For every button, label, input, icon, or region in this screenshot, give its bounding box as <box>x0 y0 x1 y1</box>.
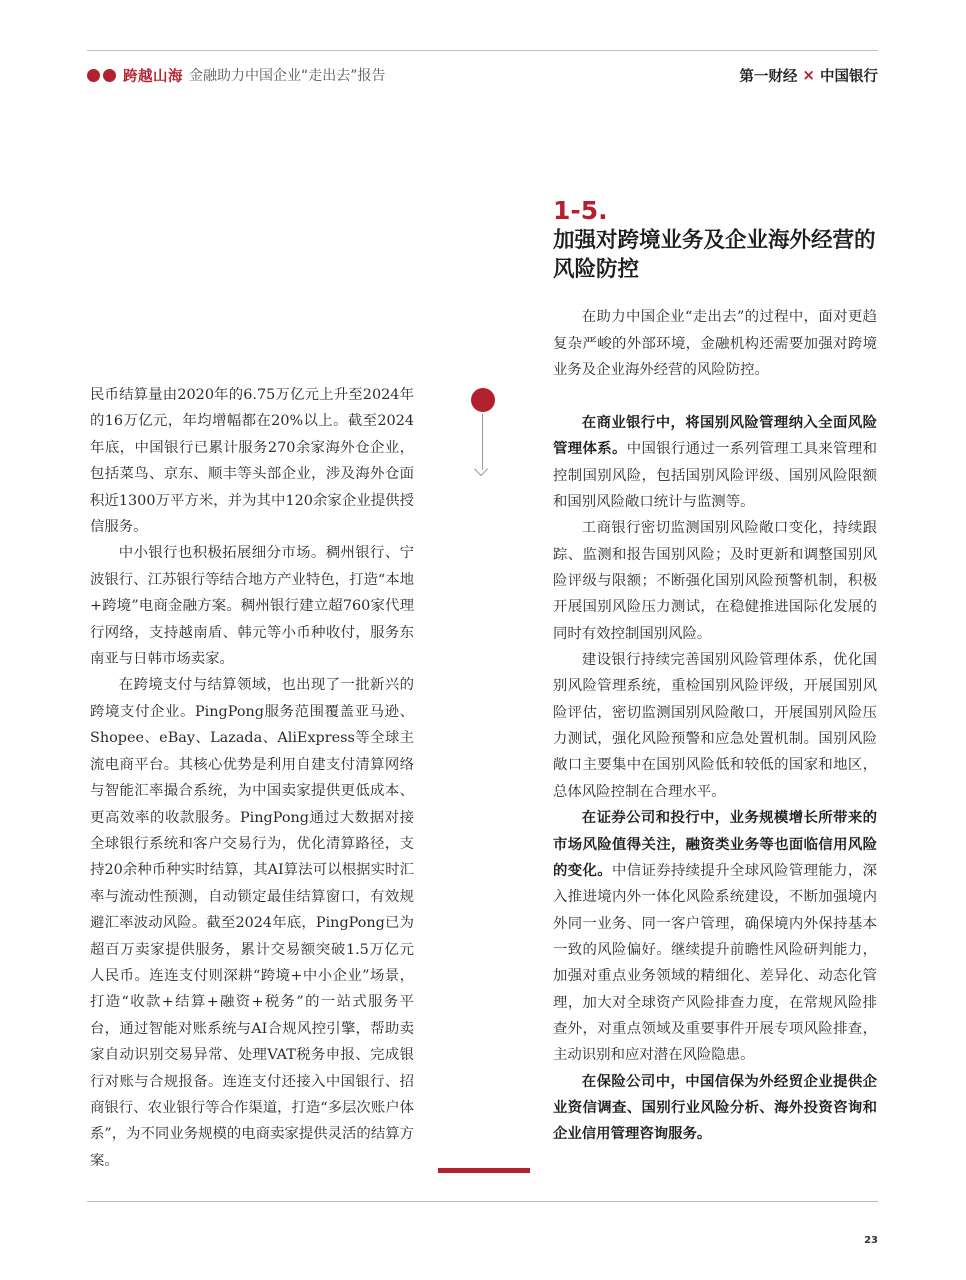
left-column <box>90 382 414 1174</box>
red-dot-icon <box>87 69 100 82</box>
report-header <box>87 64 386 86</box>
bold-lead: 在保险公司中，中国信保为外经贸企业提供企业资信调查、国别行业风险分析、海外投资咨询和企业信用管理咨询服务。 <box>553 1073 877 1143</box>
accent-bar <box>438 1168 530 1173</box>
page-number: 23 <box>864 1235 878 1246</box>
red-circle-marker <box>471 388 495 412</box>
footer-rule <box>87 1201 878 1202</box>
section-title: 加强对跨境业务及企业海外经营的风险防控 <box>553 228 876 282</box>
paragraph <box>553 410 877 515</box>
paragraph: 民币结算量由2020年的6.75万亿元上升至2024年的16万亿元，年均增幅都在20%以上。截至2024年底，中国银行已累计服务270余家海外仓企业，包括菜鸟、京东、顺丰等头部企业，涉及海外仓面积近1300万平方米，并为其中120余家企业提供授信服务。 <box>90 387 414 536</box>
header-rule <box>87 50 878 51</box>
red-dot-icon <box>103 69 116 82</box>
report-subtitle: 金融助力中国企业“走出去”报告 <box>189 68 386 84</box>
paragraph <box>553 805 877 1068</box>
arrow-line <box>482 414 483 470</box>
paragraph: 中小银行也积极拓展细分市场。稠州银行、宁波银行、江苏银行等结合地方产业特色，打造“本地+跨境”电商金融方案。稠州银行建立超760家代理行网络，支持越南盾、韩元等小币种收付，服务东南亚与日韩市场卖家。 <box>90 545 414 668</box>
paragraph: 在跨境支付与结算领域，也出现了一批新兴的跨境支付企业。PingPong服务范围覆盖亚马逊、Shopee、eBay、Lazada、AliExpress等全球主流电商平台。其核心优势是利用自建支付清算网络与智能汇率撮合系统，为中国卖家提供更低成本、更高效率的收款服务。PingPong通过大数据对接全球银行系统和客户交易行为，优化清算路径，支持20余种币种实时结算，其AI算法可以根据实时汇率与流动性预测，自动锁定最佳结算窗口，有效规避汇率波动风险。截至2024年底，PingPong已为超百万卖家提供服务，累计交易额突破1.5万亿元人民币。连连支付则深耕“跨境+中小企业”场景，打造“收款+结算+融资+税务”的一站式服务平台，通过智能对账系统与AI合规风控引擎，帮助卖家自动识别交易异常、处理VAT税务申报、完成银行对账与合规报备。连连支付还接入中国银行、招商银行、农业银行等合作渠道，打造“多层次账户体系”，为不同业务规模的电商卖家提供灵活的结算方案。 <box>90 677 414 1169</box>
paragraph: 工商银行密切监测国别风险敞口变化，持续跟踪、监测和报告国别风险；及时更新和调整国别风险评级与限额；不断强化国别风险预警机制，积极开展国别风险压力测试，在稳健推进国际化发展的同时有效控制国别风险。 <box>553 520 877 642</box>
arrow-down-icon <box>474 462 488 476</box>
publisher-credit <box>739 64 878 86</box>
section-number: 1-5. <box>553 196 608 225</box>
intro-paragraph: 在助力中国企业“走出去”的过程中，面对更趋复杂严峻的外部环境，金融机构还需要加强对跨境业务及企业海外经营的风险防控。 <box>553 309 877 378</box>
paragraph: 建设银行持续完善国别风险管理体系，优化国别风险管理系统，重检国别风险评级，开展国别风险评估，密切监测国别风险敞口，开展国别风险压力测试，强化风险预警和应急处置机制。国别风险敞口主要集中在国别风险低和较低的国家和地区，总体风险控制在合理水平。 <box>553 652 877 800</box>
report-brand: 跨越山海 <box>123 68 183 85</box>
right-column <box>553 410 877 1148</box>
section-intro <box>553 304 877 384</box>
paragraph <box>553 1069 877 1148</box>
paragraph-text: 中国银行通过一系列管理工具来管理和控制国别风险，包括国别风险评级、国别风险限额和国别风险敞口统计与监测等。 <box>553 441 877 511</box>
publisher-boc: 中国银行 <box>820 68 878 85</box>
bold-lead: 在证券公司和投行中，业务规模增长所带来的市场风险值得关注，融资类业务等也面临信用风险的变化。 <box>553 810 877 879</box>
publisher-yicai: 第一财经 <box>739 68 798 85</box>
bold-lead: 在商业银行中，将国别风险管理纳入全面风险管理体系。 <box>553 415 877 458</box>
cross-icon: × <box>802 66 815 84</box>
paragraph-text: 中信证券持续提升全球风险管理能力，深入推进境内外一体化风险系统建设，不断加强境内外同一业务、同一客户管理，确保境内外保持基本一致的风险偏好。继续提升前瞻性风险研判能力，加强对重点业务领域的精细化、差异化、动态化管理，加大对全球资产风险排查力度，在常规风险排查外，对重点领域及重要事件开展专项风险排查，主动识别和应对潜在风险隐患。 <box>553 862 877 1064</box>
